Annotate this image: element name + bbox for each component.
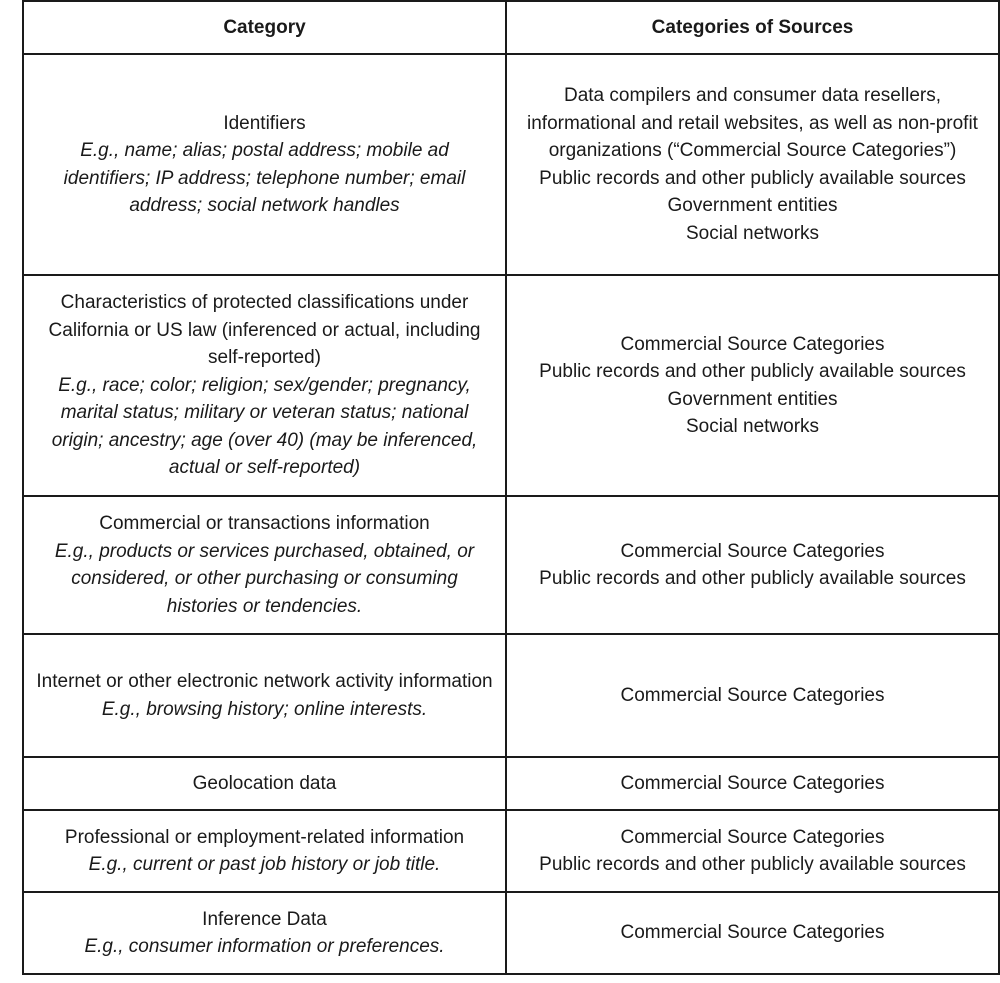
header-categories-of-sources: Categories of Sources: [506, 1, 999, 54]
category-example: E.g., name; alias; postal address; mobile ad identifiers; IP address; telephone number; email address; social network handles: [63, 140, 466, 216]
category-title: Professional or employment-related information: [64, 826, 465, 848]
source-item: Commercial Source Categories: [620, 684, 885, 706]
source-item: Government entities: [667, 195, 838, 216]
sources-cell: [506, 810, 999, 892]
table-row: [23, 810, 999, 892]
sources-cell: [506, 275, 999, 496]
source-item: Commercial Source Categories: [620, 922, 885, 944]
category-cell: [23, 634, 506, 757]
category-cell: [23, 757, 506, 810]
source-item: Public records and other publicly available sources: [539, 361, 966, 382]
category-example: E.g., products or services purchased, obtained, or considered, or other purchasing or consuming histories or tendencies.: [54, 540, 475, 617]
table-header-row: [23, 1, 999, 54]
table-row: [23, 496, 999, 634]
table-row: [23, 634, 999, 757]
category-cell: [23, 496, 506, 634]
table-row: [23, 54, 999, 275]
source-item: Commercial Source Categories: [620, 333, 885, 355]
sources-cell: [506, 757, 999, 810]
category-example: E.g., race; color; religion; sex/gender; pregnancy, marital status; military or veteran status; national origin; ancestry; age (over 40) (may be inferenced, actual or self-reported): [51, 374, 478, 479]
category-example: E.g., browsing history; online interests.: [101, 698, 428, 720]
category-title: Internet or other electronic network activity information: [36, 671, 493, 692]
category-title: Geolocation data: [192, 772, 337, 794]
sources-cell: [506, 634, 999, 757]
source-item: Social networks: [685, 222, 820, 244]
header-category: Category: [23, 1, 506, 54]
source-item: Public records and other publicly available sources: [539, 854, 966, 875]
source-item: Government entities: [667, 388, 838, 410]
category-title: Inference Data: [202, 908, 327, 930]
category-title: Identifiers: [223, 112, 306, 134]
table-row: [23, 275, 999, 496]
category-cell: [23, 54, 506, 275]
table-row: [23, 892, 999, 974]
category-title: Characteristics of protected classifications under California or US law (inferenced or actual, including self-reported): [48, 292, 481, 369]
source-item: Public records and other publicly available sources: [539, 568, 966, 589]
category-cell: [23, 275, 506, 496]
source-item: Social networks: [685, 416, 820, 437]
category-cell: [23, 892, 506, 974]
category-example: E.g., current or past job history or job title.: [88, 854, 441, 875]
source-item: Data compilers and consumer data resellers, informational and retail websites, as well as non-profit organizations (“Commercial Source Categories”): [527, 85, 978, 161]
category-example: E.g., consumer information or preferences.: [84, 936, 445, 957]
sources-cell: [506, 54, 999, 275]
sources-cell: [506, 496, 999, 634]
category-cell: [23, 810, 506, 892]
sources-table: [22, 0, 1000, 975]
category-title: Commercial or transactions information: [99, 513, 430, 534]
source-item: Commercial Source Categories: [620, 772, 885, 794]
table-row: [23, 757, 999, 810]
sources-cell: [506, 892, 999, 974]
source-item: Commercial Source Categories: [620, 826, 885, 848]
source-item: Public records and other publicly available sources: [539, 167, 966, 189]
source-item: Commercial Source Categories: [620, 540, 885, 562]
